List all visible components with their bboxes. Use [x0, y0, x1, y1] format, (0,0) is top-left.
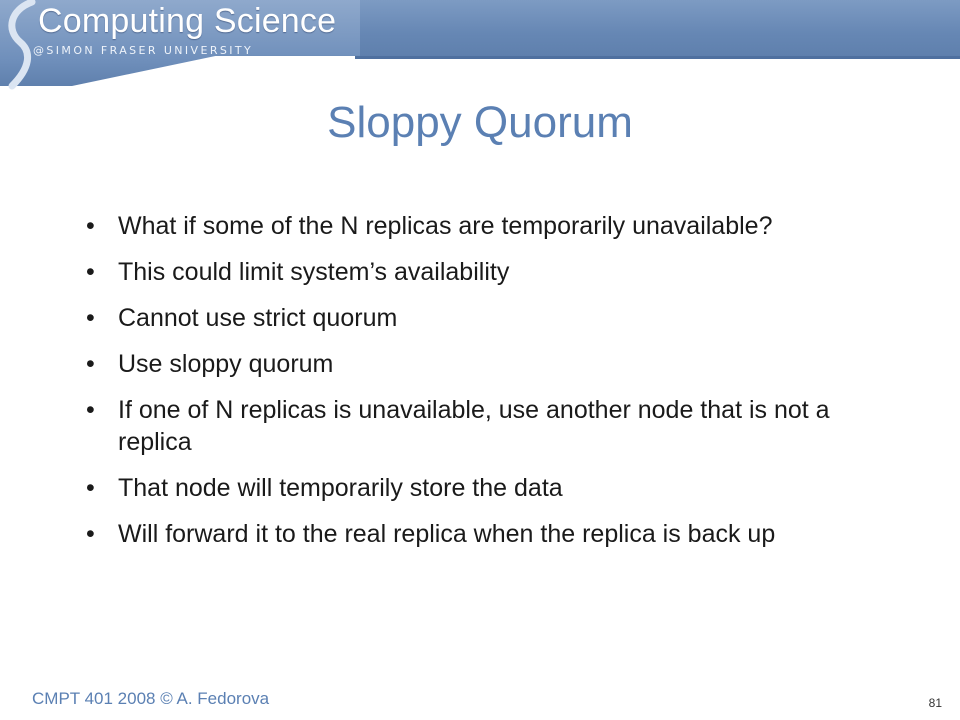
logo-subtitle: @SIMON FRASER UNIVERSITY — [33, 44, 254, 57]
bullet-icon: • — [86, 304, 95, 332]
bullet-icon: • — [86, 474, 95, 502]
bullet-item — [86, 256, 886, 288]
bullet-icon: • — [86, 212, 95, 240]
page-number: 81 — [928, 696, 942, 710]
slide-title: Sloppy Quorum — [327, 98, 633, 147]
bullet-text: This could limit system’s availability — [118, 258, 510, 286]
logo-title: Computing Science — [38, 2, 337, 40]
bullet-item — [86, 518, 886, 550]
bullet-list — [86, 210, 886, 564]
header-divider — [355, 56, 960, 59]
bullet-text: Cannot use strict quorum — [118, 304, 398, 332]
bullet-text: If one of N replicas is unavailable, use another node that is not a replica — [118, 396, 830, 456]
bullet-text: Will forward it to the real replica when the replica is back up — [118, 520, 776, 548]
bullet-text: That node will temporarily store the data — [118, 474, 563, 502]
bullet-icon: • — [86, 520, 95, 548]
bullet-text: What if some of the N replicas are temporarily unavailable? — [118, 212, 773, 240]
footer-text: CMPT 401 2008 © A. Fedorova — [32, 689, 270, 708]
bullet-icon: • — [86, 350, 95, 378]
bullet-icon: • — [86, 258, 95, 286]
bullet-item — [86, 302, 886, 334]
bullet-item — [86, 394, 886, 458]
bullet-item — [86, 210, 886, 242]
bullet-item — [86, 348, 886, 380]
bullet-item — [86, 472, 886, 504]
bullet-text: Use sloppy quorum — [118, 350, 334, 378]
bullet-icon: • — [86, 396, 95, 424]
